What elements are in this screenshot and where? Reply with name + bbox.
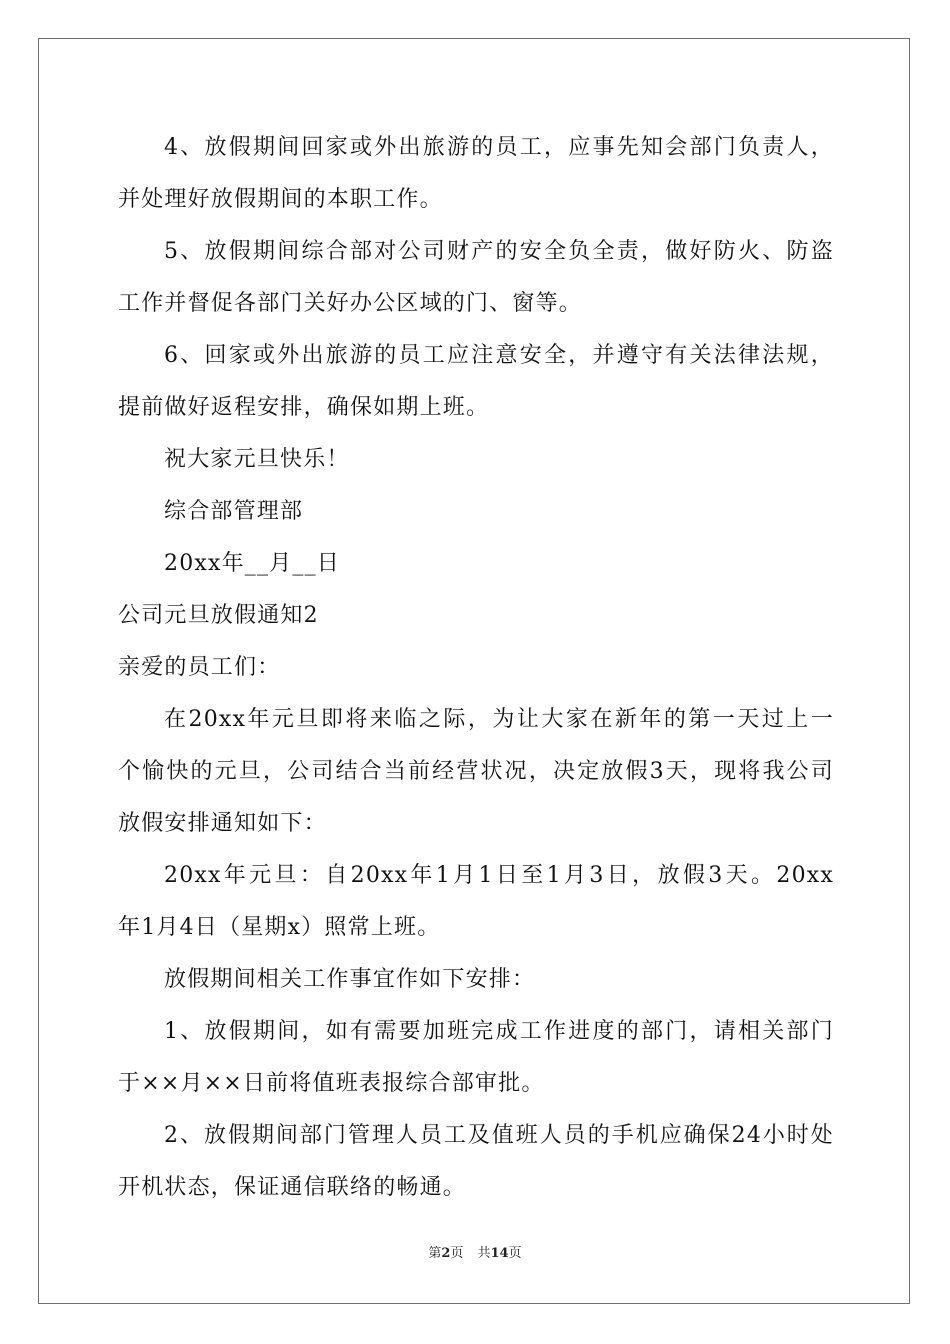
paragraph-line: 放假安排通知如下： (118, 811, 327, 836)
paragraph-line: 放假期间相关工作事宜作如下安排： (164, 967, 536, 992)
salutation: 亲爱的员工们： (118, 655, 281, 680)
paragraph-line: 1、放假期间，如有需要加班完成工作进度的部门，请相关部门 (164, 1019, 834, 1044)
paragraph-line: 20xx年元旦：自20xx年1月1日至1月3日，放假3天。20xx (164, 863, 834, 888)
paragraph-line: 工作并督促各部门关好办公区域的门、窗等。 (118, 291, 583, 316)
footer-page-prefix: 第 (428, 1246, 442, 1261)
paragraph-line: 在20xx年元旦即将来临之际，为让大家在新年的第一天过上一 (164, 707, 834, 732)
paragraph-line: 2、放假期间部门管理人员工及值班人员的手机应确保24小时处 (164, 1123, 834, 1148)
paragraph-line: 个愉快的元旦，公司结合当前经营状况，决定放假3天，现将我公司 (118, 759, 834, 784)
paragraph-line: 并处理好放假期间的本职工作。 (118, 187, 443, 212)
paragraph-line: 5、放假期间综合部对公司财产的安全负全责，做好防火、防盗 (164, 239, 834, 264)
paragraph-line: 开机状态，保证通信联络的畅通。 (118, 1175, 467, 1200)
signature-date: 20xx年__月__日 (164, 551, 341, 576)
page-footer (0, 1242, 950, 1261)
footer-total-suffix: 页 (508, 1246, 522, 1261)
footer-total-prefix: 共 (477, 1246, 491, 1261)
paragraph-line: 6、回家或外出旅游的员工应注意安全，并遵守有关法律法规， (164, 343, 834, 368)
footer-page-mid: 页 (450, 1246, 464, 1261)
footer-page-total: 14 (490, 1246, 509, 1261)
paragraph-line: 于××月××日前将值班表报综合部审批。 (118, 1071, 545, 1096)
greeting-line: 祝大家元旦快乐！ (164, 447, 350, 472)
paragraph-line: 提前做好返程安排，确保如期上班。 (118, 395, 490, 420)
paragraph-line: 年1月4日（星期x）照常上班。 (118, 915, 441, 940)
footer-page-current: 2 (441, 1246, 451, 1261)
document-body (118, 128, 834, 1220)
signature-department: 综合部管理部 (164, 499, 304, 524)
notice-title: 公司元旦放假通知2 (118, 603, 319, 628)
paragraph-line: 4、放假期间回家或外出旅游的员工，应事先知会部门负责人， (164, 135, 834, 160)
